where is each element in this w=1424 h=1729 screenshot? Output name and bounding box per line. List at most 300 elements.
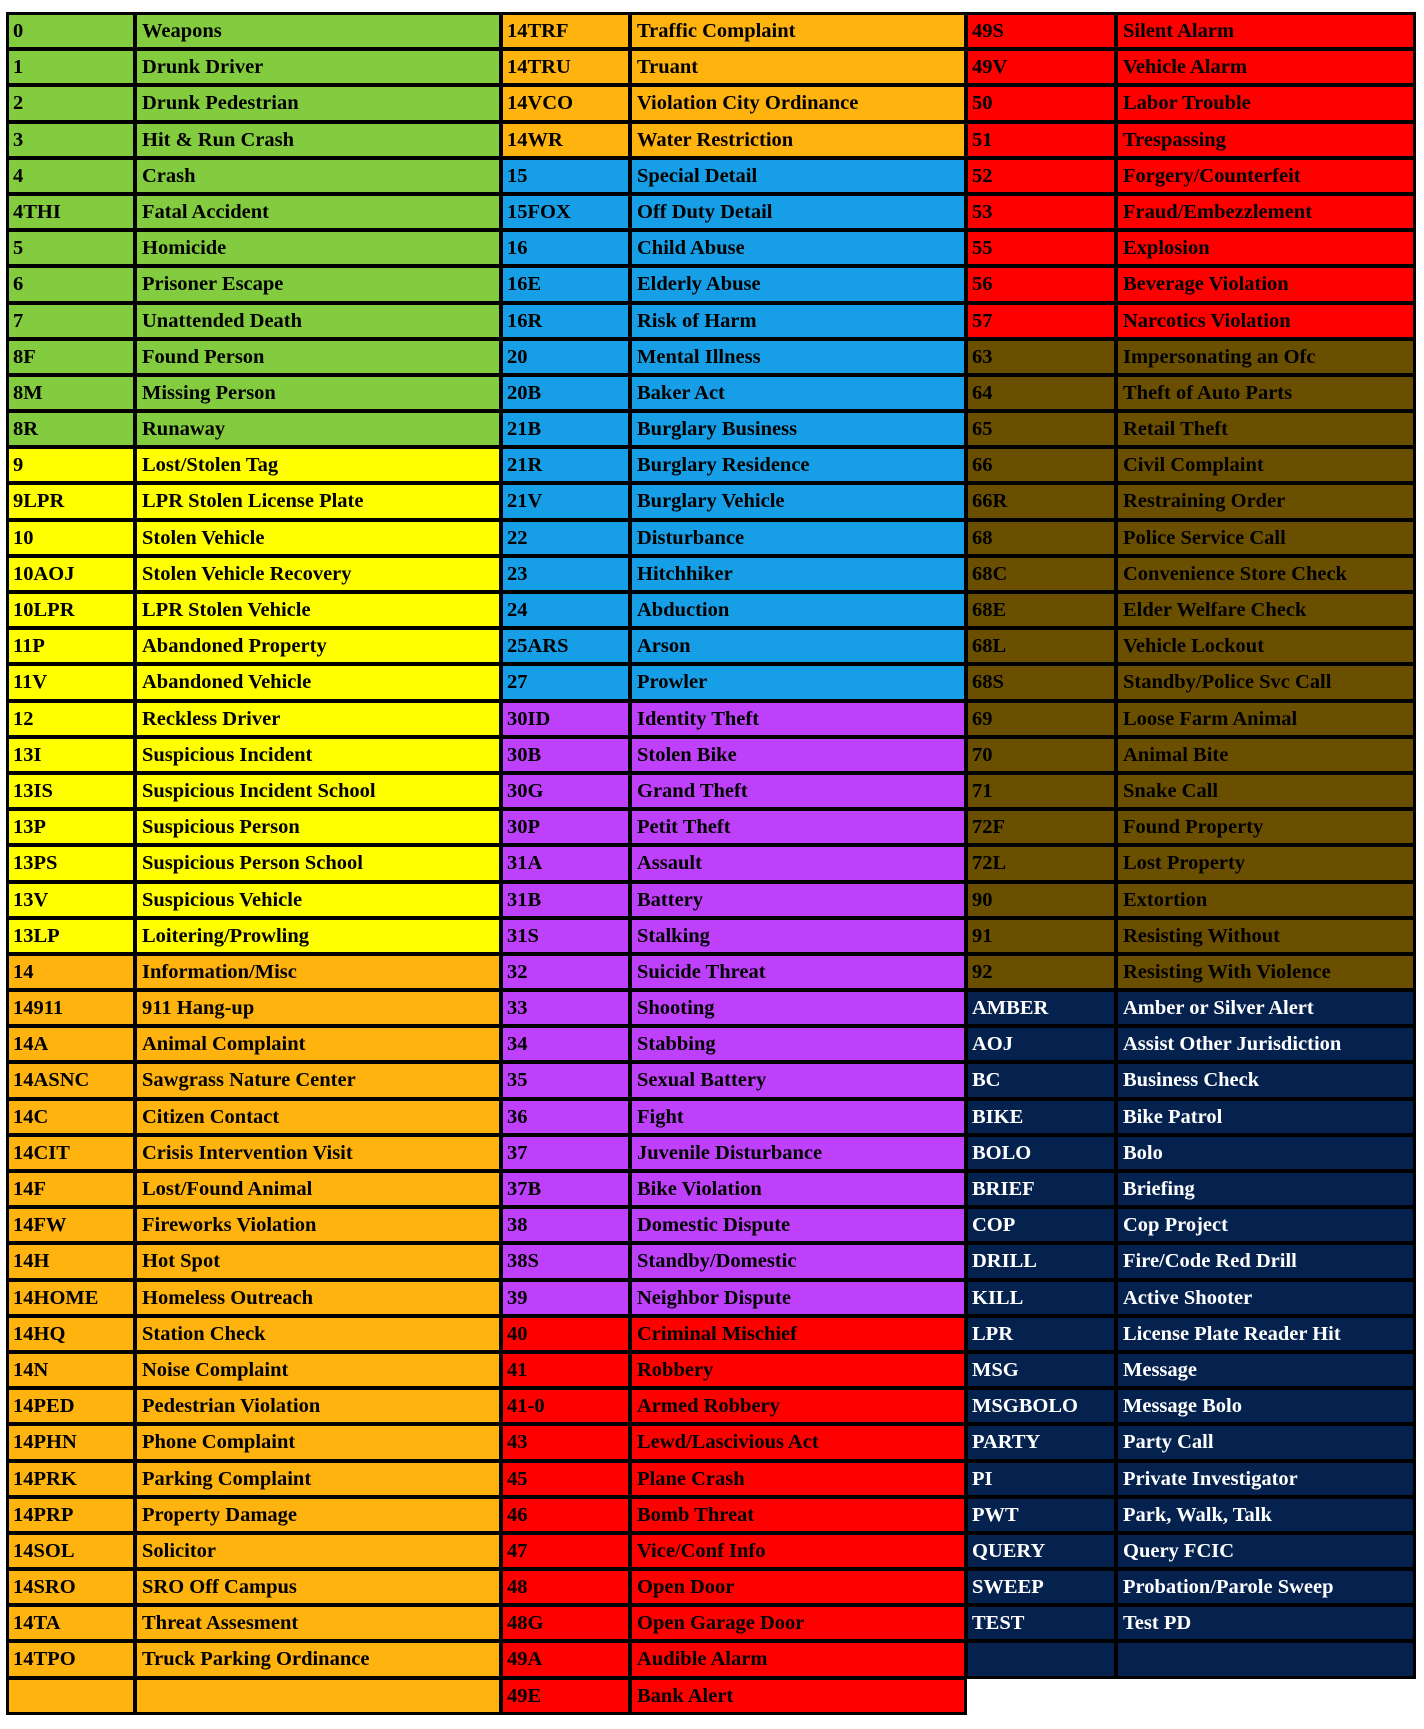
description-cell: Crash [135,158,501,194]
code-cell: 69 [966,701,1116,737]
description-cell: Animal Complaint [135,1026,501,1062]
description-cell: Lewd/Lascivious Act [630,1424,966,1460]
code-cell [966,1641,1116,1677]
description-cell: Citizen Contact [135,1099,501,1135]
code-cell: 14C [7,1099,135,1135]
table-row [501,628,966,664]
description-cell: Abandoned Property [135,628,501,664]
description-cell: Stalking [630,918,966,954]
table-row [7,122,501,158]
table-row [966,664,1415,700]
table-row [501,809,966,845]
code-cell: 4THI [7,194,135,230]
code-cell: 13IS [7,773,135,809]
code-cell: 13V [7,882,135,918]
description-cell: Fight [630,1099,966,1135]
code-cell: 63 [966,339,1116,375]
code-cell: QUERY [966,1533,1116,1569]
code-cell: 14WR [501,122,630,158]
description-cell: Abduction [630,592,966,628]
table-row [501,49,966,85]
description-cell: Active Shooter [1116,1280,1415,1316]
description-cell: Fatal Accident [135,194,501,230]
description-cell: Elder Welfare Check [1116,592,1415,628]
code-cell: 14A [7,1026,135,1062]
description-cell: Message [1116,1352,1415,1388]
code-cell: 15 [501,158,630,194]
table-row [7,1605,501,1641]
table-row [7,1497,501,1533]
table-row [966,1316,1415,1352]
description-cell: Labor Trouble [1116,85,1415,121]
table-row [966,809,1415,845]
description-cell: Open Garage Door [630,1605,966,1641]
description-cell: Amber or Silver Alert [1116,990,1415,1026]
table-row [7,447,501,483]
code-cell: 46 [501,1497,630,1533]
description-cell [1116,1641,1415,1677]
table-row [7,1641,501,1677]
table-row [966,266,1415,302]
table-row [7,1461,501,1497]
description-cell: Pedestrian Violation [135,1388,501,1424]
table-row [966,1533,1415,1569]
code-cell: 68C [966,556,1116,592]
code-cell: 16 [501,230,630,266]
description-cell: Off Duty Detail [630,194,966,230]
table-row [7,882,501,918]
description-cell: Retail Theft [1116,411,1415,447]
table-row [501,1497,966,1533]
code-cell: 10 [7,520,135,556]
description-cell: Restraining Order [1116,483,1415,519]
description-cell: Suspicious Incident [135,737,501,773]
table-row [501,85,966,121]
description-cell: Audible Alarm [630,1641,966,1677]
code-cell: SWEEP [966,1569,1116,1605]
code-cell: 33 [501,990,630,1026]
description-cell: Reckless Driver [135,701,501,737]
code-cell: 8M [7,375,135,411]
code-cell: 41 [501,1352,630,1388]
code-cell: 30G [501,773,630,809]
description-cell: Fraud/Embezzlement [1116,194,1415,230]
description-cell: Traffic Complaint [630,13,966,49]
description-cell: Burglary Vehicle [630,483,966,519]
code-cell: 14FW [7,1207,135,1243]
table-row [966,592,1415,628]
code-cell: 13PS [7,845,135,881]
table-row [7,266,501,302]
table-row [501,1424,966,1460]
code-cell: 21B [501,411,630,447]
code-cell: MSG [966,1352,1116,1388]
code-cell: 72F [966,809,1116,845]
table-row [966,1641,1415,1677]
table-row [966,1605,1415,1641]
description-cell: Plane Crash [630,1461,966,1497]
table-row [966,1569,1415,1605]
table-row [501,230,966,266]
description-cell: Truant [630,49,966,85]
description-cell: Assault [630,845,966,881]
description-cell: Baker Act [630,375,966,411]
description-cell: Runaway [135,411,501,447]
table-row [7,664,501,700]
table-row [966,339,1415,375]
description-cell: Beverage Violation [1116,266,1415,302]
code-cell: PWT [966,1497,1116,1533]
description-cell: Hit & Run Crash [135,122,501,158]
code-cell: 71 [966,773,1116,809]
table-row [966,845,1415,881]
description-cell: Mental Illness [630,339,966,375]
code-cell: 9LPR [7,483,135,519]
table-row [966,49,1415,85]
description-cell: Parking Complaint [135,1461,501,1497]
code-cell: LPR [966,1316,1116,1352]
code-cell: 37 [501,1135,630,1171]
code-cell: COP [966,1207,1116,1243]
table-row [966,737,1415,773]
table-row [501,954,966,990]
description-cell: Probation/Parole Sweep [1116,1569,1415,1605]
description-cell: Elderly Abuse [630,266,966,302]
description-cell: Arson [630,628,966,664]
description-cell: Prowler [630,664,966,700]
description-cell: Armed Robbery [630,1388,966,1424]
table-row [966,1099,1415,1135]
code-cell: 49V [966,49,1116,85]
table-row [7,1171,501,1207]
table-row [501,1569,966,1605]
description-cell: Explosion [1116,230,1415,266]
description-cell: Prisoner Escape [135,266,501,302]
description-cell: Fireworks Violation [135,1207,501,1243]
description-cell: Loitering/Prowling [135,918,501,954]
code-cell: 14 [7,954,135,990]
description-cell: Extortion [1116,882,1415,918]
table-row [966,628,1415,664]
table-row [966,1461,1415,1497]
code-column-2 [501,13,966,1714]
description-cell: Resisting With Violence [1116,954,1415,990]
code-cell: 48 [501,1569,630,1605]
description-cell: Stolen Vehicle Recovery [135,556,501,592]
table-row [501,592,966,628]
description-cell: Water Restriction [630,122,966,158]
code-cell: DRILL [966,1243,1116,1279]
description-cell: Bolo [1116,1135,1415,1171]
table-row [7,1207,501,1243]
description-cell: Standby/Police Svc Call [1116,664,1415,700]
table-row [501,664,966,700]
table-row [501,1280,966,1316]
description-cell: Bike Patrol [1116,1099,1415,1135]
code-cell: 20B [501,375,630,411]
table-row [7,1243,501,1279]
table-row [501,158,966,194]
code-cell: 14N [7,1352,135,1388]
code-cell: 14TPO [7,1641,135,1677]
code-cell: 37B [501,1171,630,1207]
table-row [7,1316,501,1352]
description-cell: Juvenile Disturbance [630,1135,966,1171]
table-row [966,194,1415,230]
table-row [966,1280,1415,1316]
description-cell: Special Detail [630,158,966,194]
description-cell: Vehicle Alarm [1116,49,1415,85]
table-row [7,85,501,121]
table-row [501,1062,966,1098]
code-cell: 68L [966,628,1116,664]
table-row [501,122,966,158]
code-cell: 31A [501,845,630,881]
code-cell: 45 [501,1461,630,1497]
table-row [501,339,966,375]
table-row [966,447,1415,483]
code-cell: 49E [501,1678,630,1714]
code-cell: KILL [966,1280,1116,1316]
description-cell: Suicide Threat [630,954,966,990]
code-cell: 14PRP [7,1497,135,1533]
description-cell: Domestic Dispute [630,1207,966,1243]
code-cell: BIKE [966,1099,1116,1135]
table-row [501,556,966,592]
description-cell: Stabbing [630,1026,966,1062]
code-cell: 14VCO [501,85,630,121]
description-cell: Phone Complaint [135,1424,501,1460]
description-cell: Private Investigator [1116,1461,1415,1497]
code-cell: 6 [7,266,135,302]
description-cell: Identity Theft [630,701,966,737]
description-cell: Suspicious Person [135,809,501,845]
table-row [7,49,501,85]
code-cell: 65 [966,411,1116,447]
description-cell: Open Door [630,1569,966,1605]
code-cell: 68S [966,664,1116,700]
code-cell: 21R [501,447,630,483]
table-row [501,1171,966,1207]
code-cell: 14HOME [7,1280,135,1316]
code-cell: 14TRU [501,49,630,85]
description-cell: Briefing [1116,1171,1415,1207]
table-row [966,556,1415,592]
table-row [501,1388,966,1424]
table-row [501,918,966,954]
table-row [501,1678,966,1714]
code-cell: 66R [966,483,1116,519]
code-cell: 10AOJ [7,556,135,592]
table-row [7,628,501,664]
code-cell: 39 [501,1280,630,1316]
code-cell: 24 [501,592,630,628]
table-row [7,1678,501,1714]
description-cell [135,1678,501,1714]
table-row [7,1026,501,1062]
description-cell: Civil Complaint [1116,447,1415,483]
table-row [7,1424,501,1460]
description-cell: Risk of Harm [630,303,966,339]
code-cell: 68E [966,592,1116,628]
description-cell: Unattended Death [135,303,501,339]
description-cell: 911 Hang-up [135,990,501,1026]
table-row [966,122,1415,158]
code-cell: 91 [966,918,1116,954]
code-cell: TEST [966,1605,1116,1641]
code-cell: 8F [7,339,135,375]
description-cell: Stolen Bike [630,737,966,773]
code-cell: 66 [966,447,1116,483]
table-row [501,990,966,1026]
code-cell: 14ASNC [7,1062,135,1098]
code-cell: 38S [501,1243,630,1279]
description-cell: Animal Bite [1116,737,1415,773]
description-cell: Grand Theft [630,773,966,809]
code-cell: 90 [966,882,1116,918]
table-row [501,1605,966,1641]
code-cell: 23 [501,556,630,592]
table-row [966,1352,1415,1388]
code-cell: 14SOL [7,1533,135,1569]
code-cell: 14SRO [7,1569,135,1605]
table-row [7,701,501,737]
table-row [501,845,966,881]
code-cell: 14PRK [7,1461,135,1497]
table-row [501,1352,966,1388]
description-cell: Silent Alarm [1116,13,1415,49]
table-row [501,1099,966,1135]
description-cell: Shooting [630,990,966,1026]
code-cell: 0 [7,13,135,49]
table-row [7,13,501,49]
description-cell: Test PD [1116,1605,1415,1641]
table-row [966,990,1415,1026]
table-row [966,158,1415,194]
table-row [966,230,1415,266]
table-row [7,773,501,809]
description-cell: Vehicle Lockout [1116,628,1415,664]
table-row [7,1533,501,1569]
description-cell: Vice/Conf Info [630,1533,966,1569]
description-cell: Noise Complaint [135,1352,501,1388]
code-cell: 49A [501,1641,630,1677]
table-row [966,13,1415,49]
description-cell: Snake Call [1116,773,1415,809]
description-cell: Drunk Driver [135,49,501,85]
description-cell: Threat Assesment [135,1605,501,1641]
code-cell: 68 [966,520,1116,556]
description-cell: Violation City Ordinance [630,85,966,121]
description-cell: Weapons [135,13,501,49]
code-cell: 31B [501,882,630,918]
code-cell: 30B [501,737,630,773]
description-cell: Hitchhiker [630,556,966,592]
code-cell: 4 [7,158,135,194]
code-cell: 14H [7,1243,135,1279]
description-cell: Narcotics Violation [1116,303,1415,339]
code-cell: BRIEF [966,1171,1116,1207]
description-cell: Drunk Pedestrian [135,85,501,121]
code-cell: 35 [501,1062,630,1098]
code-cell: 1 [7,49,135,85]
table-row [966,1135,1415,1171]
table-row [501,737,966,773]
table-row [501,1243,966,1279]
code-cell: 34 [501,1026,630,1062]
description-cell: Crisis Intervention Visit [135,1135,501,1171]
description-cell: Bank Alert [630,1678,966,1714]
description-cell: Theft of Auto Parts [1116,375,1415,411]
description-cell: Message Bolo [1116,1388,1415,1424]
description-cell: Lost Property [1116,845,1415,881]
code-cell: PARTY [966,1424,1116,1460]
table-row [966,1243,1415,1279]
table-row [7,303,501,339]
table-row [966,1497,1415,1533]
table-row [501,194,966,230]
description-cell: Child Abuse [630,230,966,266]
table-row [7,483,501,519]
description-cell: Information/Misc [135,954,501,990]
code-cell: 9 [7,447,135,483]
code-cell: 8R [7,411,135,447]
table-row [501,1461,966,1497]
code-cell: 14TRF [501,13,630,49]
table-row [966,701,1415,737]
description-cell: Station Check [135,1316,501,1352]
table-row [501,375,966,411]
table-row [7,1280,501,1316]
code-column-1 [7,13,501,1714]
table-row [7,1062,501,1098]
code-cell: 13I [7,737,135,773]
code-cell: AMBER [966,990,1116,1026]
description-cell: Convenience Store Check [1116,556,1415,592]
description-cell: Business Check [1116,1062,1415,1098]
table-row [501,520,966,556]
code-cell: 41-0 [501,1388,630,1424]
code-cell: 48G [501,1605,630,1641]
table-row [501,1316,966,1352]
code-cell [7,1678,135,1714]
table-row [966,1207,1415,1243]
table-row [966,773,1415,809]
table-row [966,1388,1415,1424]
code-cell: 21V [501,483,630,519]
description-cell: Trespassing [1116,122,1415,158]
description-cell: Found Person [135,339,501,375]
table-row [501,773,966,809]
code-cell: PI [966,1461,1116,1497]
code-column-3 [966,13,1415,1678]
table-row [966,1062,1415,1098]
description-cell: SRO Off Campus [135,1569,501,1605]
description-cell: Abandoned Vehicle [135,664,501,700]
description-cell: Sawgrass Nature Center [135,1062,501,1098]
code-cell: 30ID [501,701,630,737]
table-row [966,483,1415,519]
code-cell: 11V [7,664,135,700]
table-row [501,411,966,447]
code-cell: 14CIT [7,1135,135,1171]
code-cell: 7 [7,303,135,339]
table-row [501,1533,966,1569]
table-row [966,1424,1415,1460]
description-cell: Criminal Mischief [630,1316,966,1352]
code-cell: 13LP [7,918,135,954]
table-row [501,266,966,302]
